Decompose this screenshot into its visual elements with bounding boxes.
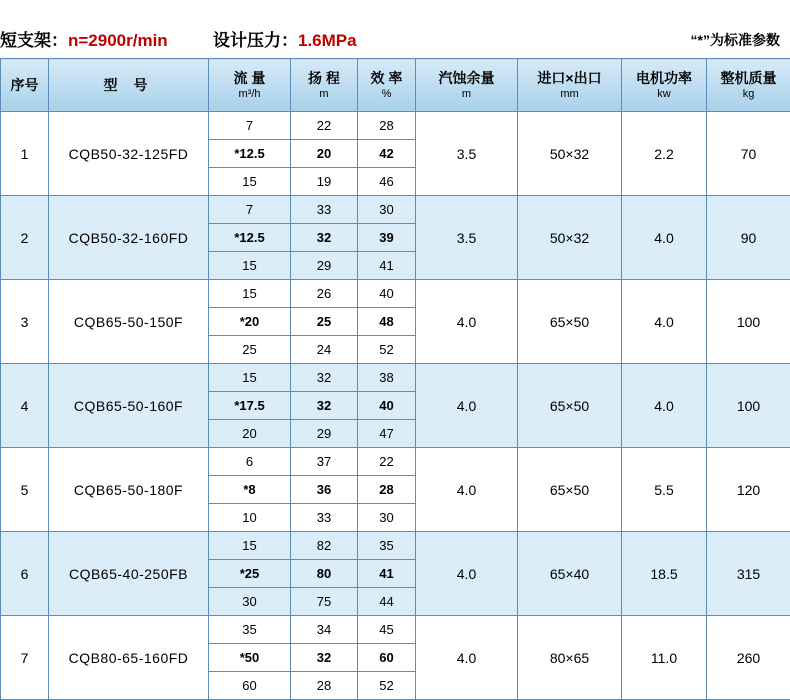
cell-mass: 70 <box>707 112 790 196</box>
cell-head: 33 <box>291 504 358 532</box>
cell-head: 33 <box>291 196 358 224</box>
cell-flow: *50 <box>209 644 291 672</box>
cell-efficiency: 28 <box>358 112 416 140</box>
cell-flow: 10 <box>209 504 291 532</box>
cell-flow: 15 <box>209 168 291 196</box>
cell-head: 32 <box>291 224 358 252</box>
cell-efficiency: 60 <box>358 644 416 672</box>
cell-flow: 6 <box>209 448 291 476</box>
cell-mass: 120 <box>707 448 790 532</box>
cell-npsh: 4.0 <box>416 448 518 532</box>
cell-efficiency: 52 <box>358 336 416 364</box>
cell-flow: 15 <box>209 252 291 280</box>
cell-ports: 80×65 <box>518 616 622 700</box>
cell-flow: *25 <box>209 560 291 588</box>
cell-npsh: 3.5 <box>416 196 518 280</box>
cell-head: 19 <box>291 168 358 196</box>
cell-efficiency: 41 <box>358 252 416 280</box>
cell-flow: 15 <box>209 364 291 392</box>
cell-head: 36 <box>291 476 358 504</box>
cell-efficiency: 30 <box>358 196 416 224</box>
cell-model: CQB50-32-160FD <box>49 196 209 280</box>
table-row <box>1 616 790 644</box>
col-flow: 流 量 m³/h <box>209 59 291 112</box>
cell-flow: 25 <box>209 336 291 364</box>
cell-head: 24 <box>291 336 358 364</box>
cell-index: 3 <box>1 280 49 364</box>
cell-efficiency: 40 <box>358 280 416 308</box>
cell-motor-power: 2.2 <box>622 112 707 196</box>
cell-model: CQB50-32-125FD <box>49 112 209 196</box>
standard-parameter-note: “*”为标准参数 <box>691 30 780 50</box>
cell-efficiency: 48 <box>358 308 416 336</box>
cell-index: 7 <box>1 616 49 700</box>
cell-index: 2 <box>1 196 49 280</box>
cell-mass: 100 <box>707 364 790 448</box>
cell-flow: 15 <box>209 280 291 308</box>
cell-efficiency: 45 <box>358 616 416 644</box>
cell-efficiency: 44 <box>358 588 416 616</box>
cell-model: CQB65-50-160F <box>49 364 209 448</box>
cell-flow: *12.5 <box>209 140 291 168</box>
cell-motor-power: 18.5 <box>622 532 707 616</box>
design-pressure-label: 设计压力： <box>213 31 298 50</box>
cell-model: CQB80-65-160FD <box>49 616 209 700</box>
cell-motor-power: 4.0 <box>622 364 707 448</box>
cell-mass: 260 <box>707 616 790 700</box>
cell-efficiency: 42 <box>358 140 416 168</box>
cell-motor-power: 5.5 <box>622 448 707 532</box>
cell-mass: 90 <box>707 196 790 280</box>
col-head: 扬 程 m <box>291 59 358 112</box>
rpm-value: n=2900r/min <box>68 31 168 50</box>
bracket-speed-note <box>0 26 168 51</box>
cell-efficiency: 52 <box>358 672 416 700</box>
table-row <box>1 448 790 476</box>
header-bar <box>0 0 790 58</box>
bracket-label: 短支架： <box>0 31 68 50</box>
cell-flow: 15 <box>209 532 291 560</box>
cell-head: 80 <box>291 560 358 588</box>
table-body <box>1 112 790 700</box>
cell-efficiency: 22 <box>358 448 416 476</box>
cell-flow: 7 <box>209 196 291 224</box>
cell-head: 32 <box>291 392 358 420</box>
cell-mass: 100 <box>707 280 790 364</box>
col-motor-power: 电机功率 kw <box>622 59 707 112</box>
pump-spec-table <box>0 58 790 700</box>
cell-head: 32 <box>291 644 358 672</box>
cell-index: 4 <box>1 364 49 448</box>
cell-flow: *20 <box>209 308 291 336</box>
cell-head: 82 <box>291 532 358 560</box>
cell-flow: *17.5 <box>209 392 291 420</box>
cell-npsh: 4.0 <box>416 280 518 364</box>
table-header-row <box>1 59 790 112</box>
cell-efficiency: 39 <box>358 224 416 252</box>
col-model: 型 号 <box>49 59 209 112</box>
cell-flow: 60 <box>209 672 291 700</box>
cell-efficiency: 46 <box>358 168 416 196</box>
cell-efficiency: 28 <box>358 476 416 504</box>
cell-efficiency: 41 <box>358 560 416 588</box>
cell-ports: 50×32 <box>518 196 622 280</box>
cell-head: 29 <box>291 420 358 448</box>
cell-model: CQB65-40-250FB <box>49 532 209 616</box>
cell-efficiency: 35 <box>358 532 416 560</box>
cell-mass: 315 <box>707 532 790 616</box>
col-ports: 进口×出口 mm <box>518 59 622 112</box>
cell-index: 6 <box>1 532 49 616</box>
cell-head: 22 <box>291 112 358 140</box>
cell-npsh: 3.5 <box>416 112 518 196</box>
cell-flow: 30 <box>209 588 291 616</box>
cell-head: 75 <box>291 588 358 616</box>
design-pressure-note <box>213 26 357 51</box>
cell-head: 29 <box>291 252 358 280</box>
cell-model: CQB65-50-180F <box>49 448 209 532</box>
cell-efficiency: 40 <box>358 392 416 420</box>
cell-ports: 50×32 <box>518 112 622 196</box>
cell-flow: *12.5 <box>209 224 291 252</box>
cell-efficiency: 47 <box>358 420 416 448</box>
cell-head: 20 <box>291 140 358 168</box>
cell-head: 37 <box>291 448 358 476</box>
col-mass: 整机质量 kg <box>707 59 790 112</box>
cell-index: 1 <box>1 112 49 196</box>
cell-index: 5 <box>1 448 49 532</box>
col-efficiency: 效 率 % <box>358 59 416 112</box>
cell-head: 32 <box>291 364 358 392</box>
cell-ports: 65×40 <box>518 532 622 616</box>
cell-flow: 35 <box>209 616 291 644</box>
cell-npsh: 4.0 <box>416 616 518 700</box>
col-index: 序号 <box>1 59 49 112</box>
cell-motor-power: 4.0 <box>622 196 707 280</box>
cell-head: 25 <box>291 308 358 336</box>
table-row <box>1 364 790 392</box>
col-npsh: 汽蚀余量 m <box>416 59 518 112</box>
cell-model: CQB65-50-150F <box>49 280 209 364</box>
cell-head: 34 <box>291 616 358 644</box>
cell-head: 26 <box>291 280 358 308</box>
cell-npsh: 4.0 <box>416 364 518 448</box>
cell-npsh: 4.0 <box>416 532 518 616</box>
cell-ports: 65×50 <box>518 448 622 532</box>
cell-head: 28 <box>291 672 358 700</box>
cell-flow: 20 <box>209 420 291 448</box>
table-row <box>1 280 790 308</box>
cell-motor-power: 4.0 <box>622 280 707 364</box>
table-row <box>1 112 790 140</box>
cell-efficiency: 30 <box>358 504 416 532</box>
table-row <box>1 532 790 560</box>
cell-flow: 7 <box>209 112 291 140</box>
cell-ports: 65×50 <box>518 280 622 364</box>
cell-ports: 65×50 <box>518 364 622 448</box>
cell-efficiency: 38 <box>358 364 416 392</box>
cell-motor-power: 11.0 <box>622 616 707 700</box>
cell-flow: *8 <box>209 476 291 504</box>
design-pressure-value: 1.6MPa <box>298 31 357 50</box>
table-row <box>1 196 790 224</box>
